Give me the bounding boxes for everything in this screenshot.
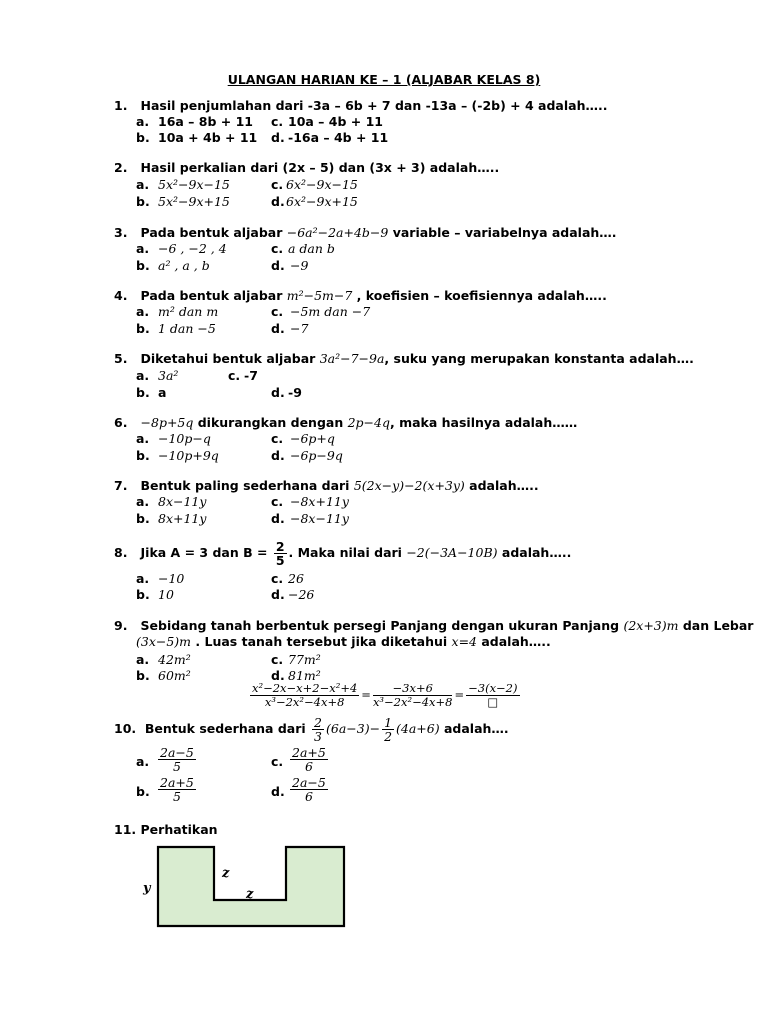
option-label: a. [136,652,150,667]
option-a: −10 [158,571,185,586]
option-b: 8x+11y [158,511,207,526]
option-label: d. [271,258,285,273]
option-label: c. [271,571,284,586]
option-label: a. [136,177,150,192]
label-z-horizontal: z [246,887,254,902]
fraction-numerator: 2a+5 [292,745,326,760]
fraction-numerator: 2 [275,539,285,554]
question-text: , maka hasilnya adalah…… [389,415,578,430]
question-text: dan Lebar [682,618,754,633]
option-b: −10p+9q [158,448,219,463]
option-c [288,746,330,773]
option-label: a. [136,368,150,383]
fraction-denominator: 6 [304,789,313,804]
option-d: -16a – 4b + 11 [288,130,389,145]
math-expression: −2(−3A−10B) [406,545,498,560]
option-b: a [158,385,167,400]
option-label: b. [136,587,150,602]
math-expression: (2x+3)m [623,618,679,633]
option-d: 81m² [288,668,321,683]
option-c: −5m dan −7 [290,304,371,319]
fraction-denominator: 3 [314,729,322,744]
question-number: 6. [114,415,128,430]
option-label: d. [271,321,285,336]
option-label: a. [136,114,150,129]
option-label: c. [271,494,284,509]
question-number: 11. [114,822,137,837]
option-label: c. [228,368,241,383]
option-label: b. [136,784,150,799]
math-expression: −6a²−2a+4b−9 [286,225,389,240]
scratch-equation [248,682,522,709]
option-c: 6x²−9x−15 [286,177,358,192]
fraction-numerator: x²−2x−x+2−x²+4 [252,681,358,695]
math-expression: 3a²−7−9a [319,351,385,366]
fraction-numerator: −3(x−2) [468,681,518,695]
option-label: a. [136,754,150,769]
fraction [290,776,328,803]
fraction [250,682,359,709]
question-8 [114,540,571,567]
fraction-numerator: 2a−5 [292,775,326,790]
fraction-numerator: −3x+6 [373,682,453,696]
fraction-numerator: 2 [314,715,322,730]
option-a: 42m² [158,652,191,667]
question-3 [114,225,617,240]
option-label: d. [271,587,285,602]
question-number: 7. [114,478,128,493]
option-label: b. [136,511,150,526]
question-text: dikurangkan dengan [197,415,344,430]
question-text: adalah….. [481,634,551,649]
option-a: −10p−q [158,431,211,446]
question-number: 3. [114,225,128,240]
option-label: c. [271,754,284,769]
option-a: m² dan m [158,304,219,319]
question-text: Diketahui bentuk aljabar [140,351,316,366]
option-label: a. [136,304,150,319]
math-expression: 2p−4q [347,415,390,430]
option-a: 16a – 8b + 11 [158,114,254,129]
option-c: −6p+q [290,431,335,446]
question-text: adalah….. [501,545,572,560]
math-expression: −8p+5q [140,415,194,430]
option-label: b. [136,385,150,400]
option-label: d. [271,511,285,526]
option-c: −8x+11y [290,494,349,509]
question-text: , suku yang merupakan konstanta adalah…. [384,351,694,366]
option-a: 5x²−9x−15 [158,177,230,192]
option-c: -7 [244,368,258,383]
option-label: c. [271,652,284,667]
label-y: y [143,881,151,896]
option-label: c. [271,431,284,446]
fraction-denominator: x³−2x²−4x+8 [264,695,345,709]
option-b: 1 dan −5 [158,321,216,336]
math-expression: (3x−5)m [136,634,192,649]
option-label: a. [136,241,150,256]
option-d: −8x−11y [290,511,349,526]
question-text: adalah…. [443,721,509,736]
question-text: . Luas tanah tersebut jika diketahui [195,634,448,649]
u-shape-figure [130,840,360,940]
question-number: 10. [114,721,137,736]
question-text: Perhatikan [140,822,218,837]
question-text: . Maka nilai dari [288,545,402,560]
fraction [382,716,394,743]
question-text: Hasil perkalian dari (2x – 5) dan (3x + 3) adalah….. [140,160,500,175]
option-b: 60m² [158,668,191,683]
fraction-denominator: 6 [304,759,313,774]
option-d: -9 [288,385,302,400]
equals-sign: = [454,687,465,702]
equals-sign: = [361,687,371,702]
question-10 [114,716,509,743]
question-number: 2. [114,160,128,175]
option-c: a dan b [288,241,335,256]
fraction-numerator: 1 [384,715,393,730]
question-7 [114,478,539,493]
option-d: −6p−9q [290,448,343,463]
question-text: Bentuk sederhana dari [144,721,306,736]
question-1 [114,98,607,113]
question-4 [114,288,607,303]
question-text: Hasil penjumlahan dari -3a – 6b + 7 dan -13a – (-2b) + 4 adalah….. [140,98,608,113]
math-expression: m²−5m−7 [286,288,353,303]
option-label: a. [136,571,150,586]
math-expression: x=4 [451,634,477,649]
fraction-denominator: x³−2x²−4x+8 [372,695,453,709]
question-11 [114,822,218,837]
option-a: 3a² [158,368,179,383]
question-5 [114,351,694,366]
option-label: c. [271,241,284,256]
option-label: b. [136,448,150,463]
option-d: −9 [290,258,309,273]
option-c: 10a – 4b + 11 [288,114,384,129]
option-d: −26 [288,587,315,602]
question-number: 5. [114,351,128,366]
option-b: 10 [158,587,174,602]
fraction [158,746,196,773]
option-label: c. [271,304,284,319]
math-expression: 5(2x−y)−2(x+3y) [353,478,465,493]
fraction [158,776,196,803]
option-c: 26 [288,571,304,586]
fraction-numerator: 2a+5 [160,775,194,790]
fraction [312,716,324,743]
option-label: d. [271,130,285,145]
option-label: b. [136,194,150,209]
question-text: variable – variabelnya adalah…. [392,225,617,240]
option-a: −6 , −2 , 4 [158,241,227,256]
option-a: 8x−11y [158,494,207,509]
fraction-denominator: □ [487,695,499,709]
question-6 [114,415,577,430]
question-text: Pada bentuk aljabar [140,225,283,240]
label-z-vertical: z [222,866,230,881]
fraction-denominator: 5 [172,759,181,774]
question-text: Bentuk paling sederhana dari [140,478,350,493]
question-text: Sebidang tanah berbentuk persegi Panjang dengan ukuran Panjang [140,618,620,633]
question-number: 8. [114,545,128,560]
option-label: c. [271,177,284,192]
option-label: d. [271,668,285,683]
option-b: a² , a , b [158,258,210,273]
question-9 [114,618,753,633]
fraction-denominator: 5 [275,553,285,568]
question-text: Jika A = 3 dan B = [140,545,268,560]
option-d [288,776,330,803]
option-label: a. [136,494,150,509]
option-d: −7 [290,321,309,336]
expression-part: (4a+6) [396,721,440,736]
expression-part: (6a−3)− [326,721,381,736]
question-number: 9. [114,618,128,633]
question-9-line-2 [136,634,551,649]
option-label: b. [136,130,150,145]
option-b: 10a + 4b + 11 [158,130,258,145]
option-b [156,776,198,803]
fraction-numerator: 2a−5 [160,745,194,760]
fraction [373,682,453,709]
fraction [274,540,287,567]
fraction [466,682,519,709]
option-a [156,746,198,773]
option-label: b. [136,668,150,683]
question-text: , koefisien – koefisiennya adalah….. [356,288,607,303]
question-text: adalah….. [469,478,539,493]
question-number: 4. [114,288,128,303]
question-text: Pada bentuk aljabar [140,288,283,303]
option-label: d. [271,784,285,799]
option-label: c. [271,114,284,129]
option-c: 77m² [288,652,321,667]
option-label: d. [271,385,285,400]
question-2 [114,160,499,175]
fraction-denominator: 2 [384,729,393,744]
option-label: b. [136,321,150,336]
math-expression [310,715,440,744]
fraction-denominator: 5 [172,789,181,804]
option-label: d. [271,194,285,209]
option-label: b. [136,258,150,273]
fraction [290,746,328,773]
option-d: 6x²−9x+15 [286,194,358,209]
option-label: d. [271,448,285,463]
question-number: 1. [114,98,128,113]
option-b: 5x²−9x+15 [158,194,230,209]
option-label: a. [136,431,150,446]
page-title: ULANGAN HARIAN KE – 1 (ALJABAR KELAS 8) [227,72,541,87]
